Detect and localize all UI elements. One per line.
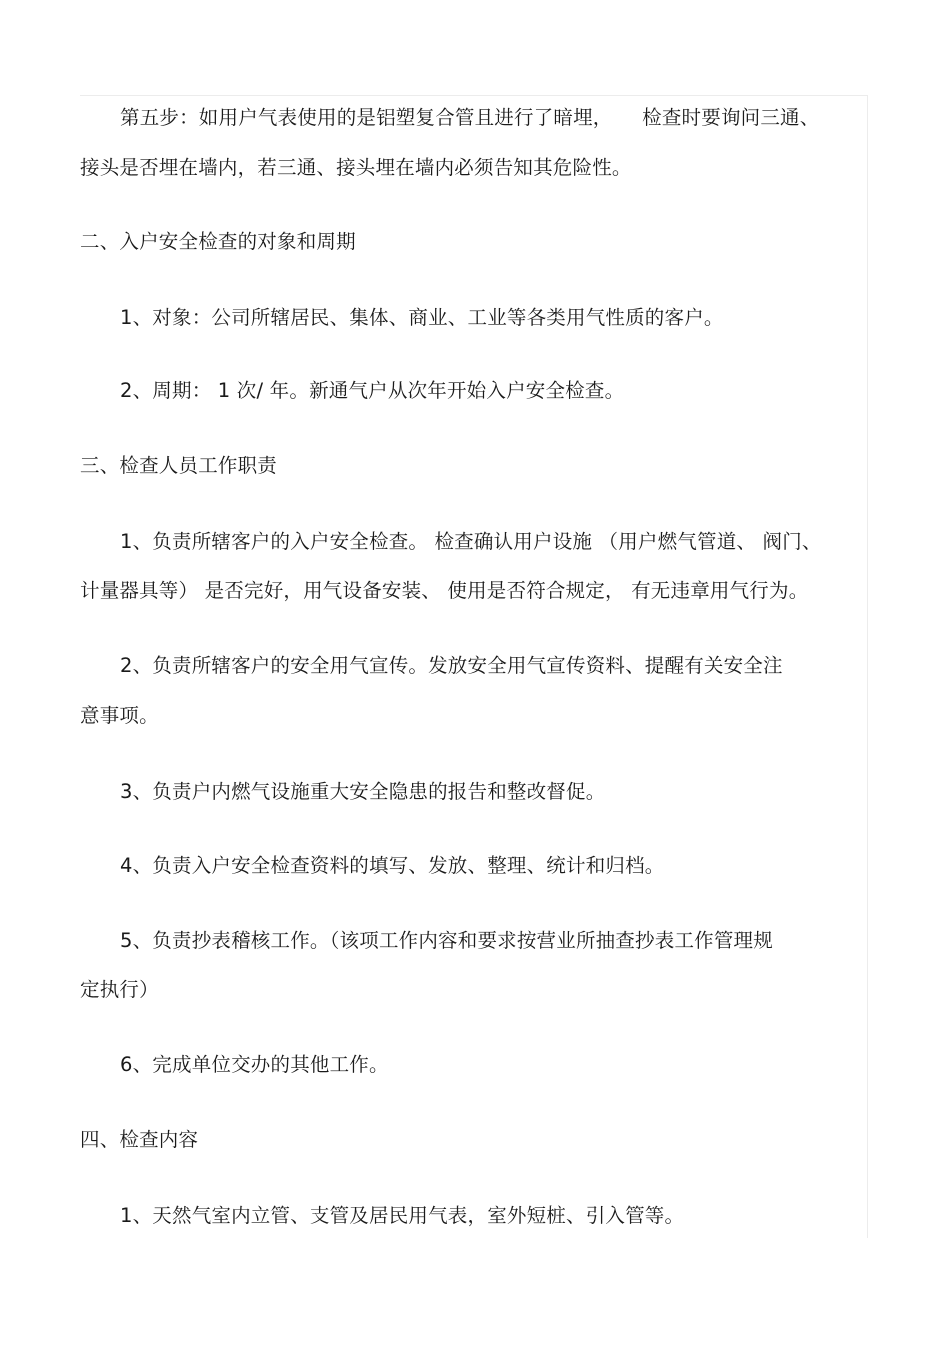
- section-3-item-2-line-2: 意事项。: [80, 704, 159, 727]
- section-3-item-6: 6、完成单位交办的其他工作。: [120, 1053, 389, 1076]
- section-3-heading: 三、检查人员工作职责: [80, 454, 278, 477]
- section-3-item-4: 4、负责入户安全检查资料的填写、发放、整理、统计和归档。: [120, 854, 665, 877]
- step5-line-1: 第五步：如用户气表使用的是铝塑复合管且进行了暗埋， 检查时要询问三通、: [120, 106, 820, 129]
- section-2-heading: 二、入户安全检查的对象和周期: [80, 230, 356, 253]
- section-4-item-1: 1、天然气室内立管、支管及居民用气表，室外短桩、引入管等。: [120, 1204, 685, 1227]
- section-3-item-1-line-2: 计量器具等） 是否完好，用气设备安装、 使用是否符合规定， 有无违章用气行为。: [80, 579, 809, 602]
- step5-line-2: 接头是否埋在墙内，若三通、接头埋在墙内必须告知其危险性。: [80, 156, 632, 179]
- section-3-item-5-line-2: 定执行）: [80, 978, 159, 1001]
- section-2-item-1: 1、对象：公司所辖居民、集体、商业、工业等各类用气性质的客户。: [120, 306, 724, 329]
- section-3-item-3: 3、负责户内燃气设施重大安全隐患的报告和整改督促。: [120, 780, 606, 803]
- section-3-item-1-line-1: 1、负责所辖客户的入户安全检查。 检查确认用户设施 （用户燃气管道、 阀门、: [120, 530, 822, 553]
- section-3-item-2-line-1: 2、负责所辖客户的安全用气宣传。发放安全用气宣传资料、提醒有关安全注: [120, 654, 783, 677]
- section-3-item-5-line-1: 5、负责抄表稽核工作。（该项工作内容和要求按营业所抽查抄表工作管理规: [120, 929, 773, 952]
- section-2-item-2: 2、周期： 1 次/ 年。新通气户从次年开始入户安全检查。: [120, 379, 625, 402]
- section-4-heading: 四、检查内容: [80, 1128, 199, 1151]
